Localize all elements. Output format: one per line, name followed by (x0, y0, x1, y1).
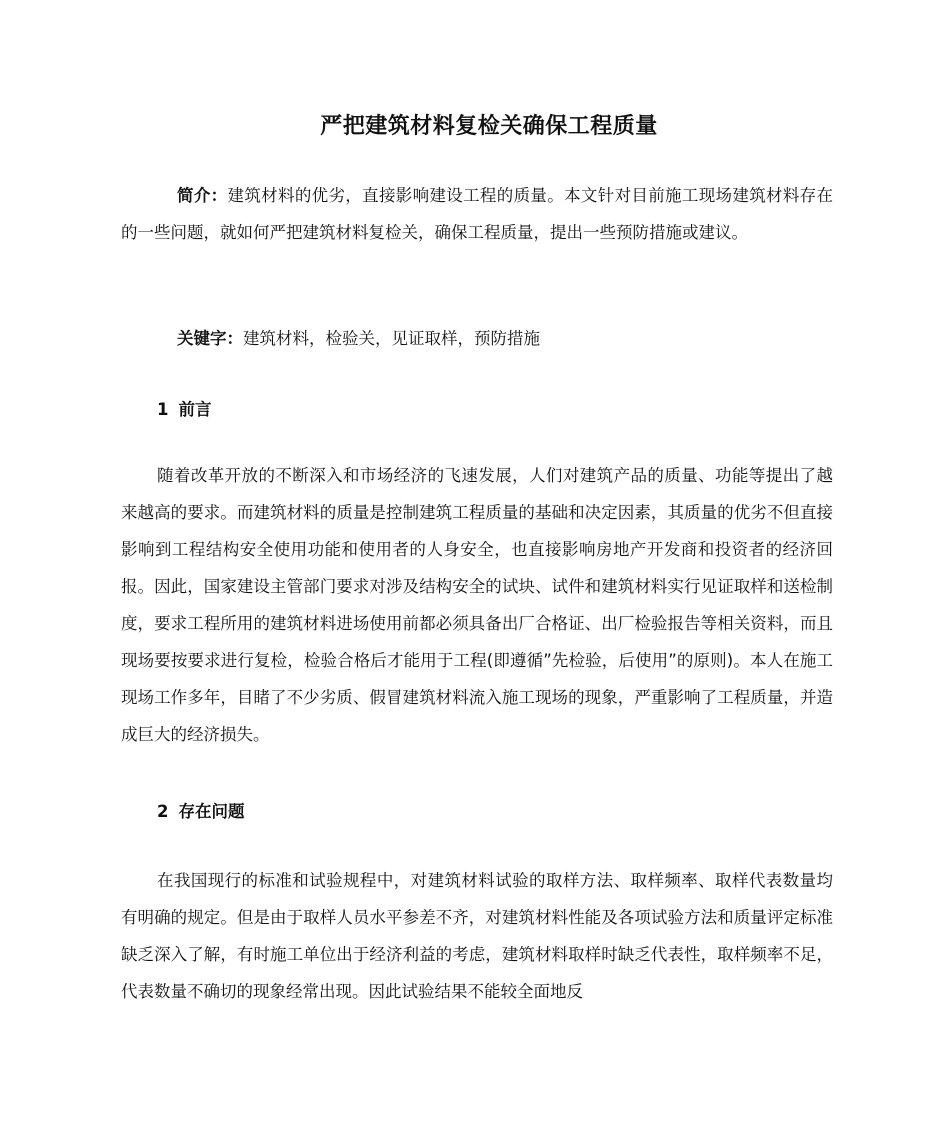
keywords-label: 关键字： (177, 329, 243, 348)
section-1-paragraph: 随着改革开放的不断深入和市场经济的飞速发展，人们对建筑产品的质量、功能等提出了越来越高的要求。而建筑材料的质量是控制建筑工程质量的基础和决定因素，其质量的优劣不但直接影响到工程结构安全使用功能和使用者的人身安全，也直接影响房地产开发商和投资者的经济回报。因此，国家建设主管部门要求对涉及结构安全的试块、试件和建筑材料实行见证取样和送检制度，要求工程所用的建筑材料进场使用前都必须具备出厂合格证、出厂检验报告等相关资料，而且现场要按要求进行复检，检验合格后才能用于工程(即遵循”先检验，后使用”的原则)。本人在施工现场工作多年，目睹了不少劣质、假冒建筑材料流入施工现场的现象，严重影响了工程质量，并造成巨大的经济损失。 (121, 466, 833, 744)
section-2-heading (157, 798, 244, 822)
section-1-title: 前言 (178, 400, 212, 419)
abstract-paragraph (121, 177, 833, 251)
section-2-number: 2 (157, 802, 169, 821)
section-2-title: 存在问题 (178, 802, 245, 821)
section-1-number: 1 (157, 400, 169, 419)
section-2-paragraph: 在我国现行的标准和试验规程中，对建筑材料试验的取样方法、取样频率、取样代表数量均有明确的规定。但是由于取样人员水平参差不齐，对建筑材料性能及各项试验方法和质量评定标准缺乏深入了解，有时施工单位出于经济利益的考虑，建筑材料取样时缺乏代表性，取样频率不足，代表数量不确切的现象经常出现。因此试验结果不能较全面地反 (121, 871, 833, 1001)
document-title: 严把建筑材料复检关确保工程质量 (320, 113, 658, 139)
keywords-text: 建筑材料，检验关，见证取样，预防措施 (243, 329, 540, 348)
abstract-text: 建筑材料的优劣，直接影响建设工程的质量。本文针对目前施工现场建筑材料存在的一些问题，就如何严把建筑材料复检关，确保工程质量，提出一些预防措施或建议。 (121, 186, 834, 242)
section-1-heading (157, 396, 211, 420)
abstract-label: 简介： (177, 186, 228, 205)
keywords-paragraph (121, 320, 833, 357)
